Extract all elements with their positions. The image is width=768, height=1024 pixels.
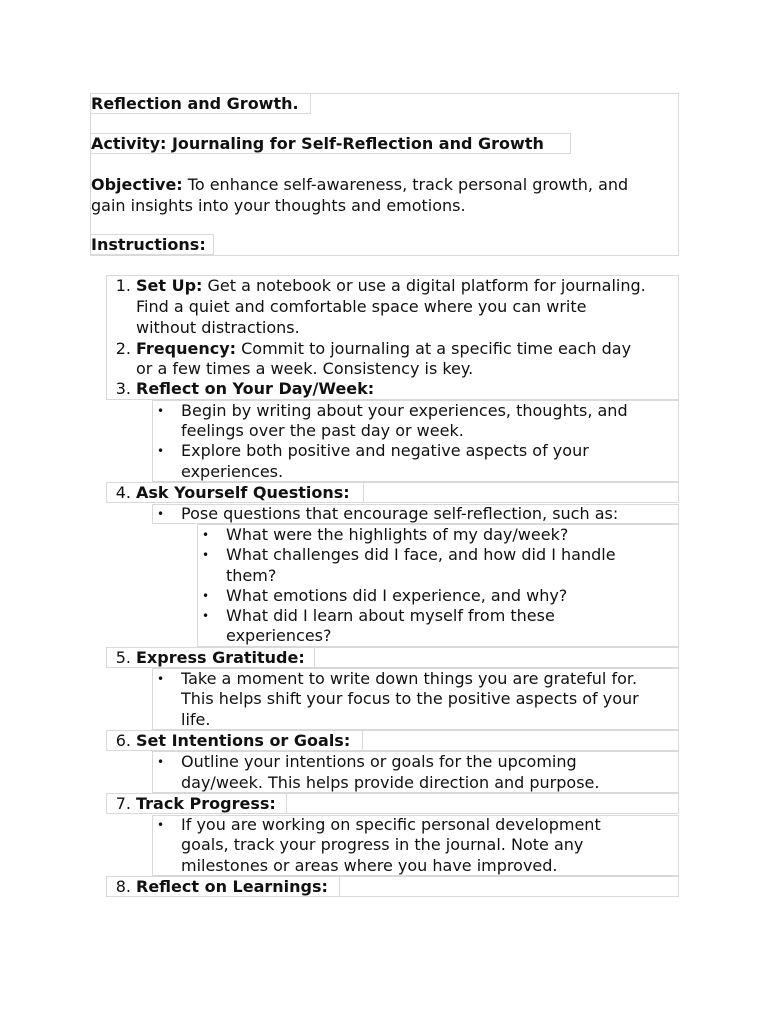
step-number: 7. [115, 794, 131, 813]
bullet-icon: • [157, 507, 165, 521]
step-number: 3. [115, 379, 131, 398]
step-label: Ask Yourself Questions: [136, 483, 350, 502]
objective-line-2: gain insights into your thoughts and emotions. [91, 196, 466, 215]
step-4-sub-bullet-3: What emotions did I experience, and why? [226, 586, 568, 605]
step-7-heading [136, 794, 276, 814]
step-1-line-2: Find a quiet and comfortable space where you can write [136, 297, 587, 316]
step-7-bullet-line-3: milestones or areas where you have improved. [181, 856, 558, 875]
step-label: Reflect on Learnings: [136, 877, 328, 896]
step-4-sub-bullet-4-line-1: What did I learn about myself from these [226, 606, 555, 625]
step-8-heading [136, 877, 328, 897]
bullet-icon: • [157, 755, 165, 769]
step-2-line-2: or a few times a week. Consistency is key. [136, 359, 474, 378]
objective-line-1: Objective: To enhance self-awareness, track personal growth, and [91, 175, 629, 194]
step-label: Reflect on Your Day/Week: [136, 379, 375, 398]
step-3-bullet-2-line-1: Explore both positive and negative aspects of your [181, 441, 589, 460]
step-6-bullet-line-2: day/week. This helps provide direction and purpose. [181, 773, 600, 792]
step-5-bullet-line-1: Take a moment to write down things you are grateful for. [181, 669, 638, 688]
bullet-icon: • [202, 528, 210, 542]
step-3-heading [136, 379, 374, 399]
bullet-icon: • [157, 444, 165, 458]
document-title: Reflection and Growth. [91, 94, 299, 113]
bullet-icon: • [157, 672, 165, 686]
activity-heading: Activity: Journaling for Self-Reflection and Growth [91, 134, 544, 153]
step-5-bullet-line-3: life. [181, 710, 211, 729]
bullet-icon: • [202, 609, 210, 623]
step-4-heading [136, 483, 350, 503]
step-label: Express Gratitude: [136, 648, 305, 667]
step-label: Set Intentions or Goals: [136, 731, 351, 750]
step-4-sub-bullet-2-line-2: them? [226, 566, 277, 585]
bullet-icon: • [202, 589, 210, 603]
step-label: Track Progress: [136, 794, 276, 813]
bullet-icon: • [157, 818, 165, 832]
step-6-bullet-line-1: Outline your intentions or goals for the upcoming [181, 752, 577, 771]
step-number: 1. [115, 276, 131, 295]
step-1-line-1: Set Up: Get a notebook or use a digital platform for journaling. [136, 276, 646, 295]
objective-label: Objective: [91, 175, 183, 194]
step-label: Set Up: [136, 276, 203, 295]
step-number: 5. [115, 648, 131, 667]
bullet-icon: • [157, 404, 165, 418]
bullet-icon: • [202, 548, 210, 562]
step-number: 4. [115, 483, 131, 502]
step-3-bullet-2-line-2: experiences. [181, 462, 284, 481]
instructions-heading: Instructions: [91, 235, 206, 254]
step-5-heading [136, 648, 305, 668]
step-1-line-3: without distractions. [136, 318, 300, 337]
step-label: Frequency: [136, 339, 237, 358]
step-4-bullet-1: Pose questions that encourage self-reflection, such as: [181, 504, 619, 523]
step-4-sub-bullet-1: What were the highlights of my day/week? [226, 525, 569, 544]
step-5-bullet-line-2: This helps shift your focus to the positive aspects of your [181, 689, 639, 708]
step-number: 8. [115, 877, 131, 896]
step-3-bullet-1-line-2: feelings over the past day or week. [181, 421, 464, 440]
step-7-bullet-line-2: goals, track your progress in the journal. Note any [181, 835, 584, 854]
step-number: 6. [115, 731, 131, 750]
step-2-line-1: Frequency: Commit to journaling at a specific time each day [136, 339, 632, 358]
step-3-bullet-1-line-1: Begin by writing about your experiences, thoughts, and [181, 401, 628, 420]
step-number: 2. [115, 339, 131, 358]
step-7-bullet-line-1: If you are working on specific personal development [181, 815, 601, 834]
step-6-heading [136, 731, 350, 751]
step-4-sub-bullet-4-line-2: experiences? [226, 626, 332, 645]
step-4-sub-bullet-2-line-1: What challenges did I face, and how did I handle [226, 545, 616, 564]
